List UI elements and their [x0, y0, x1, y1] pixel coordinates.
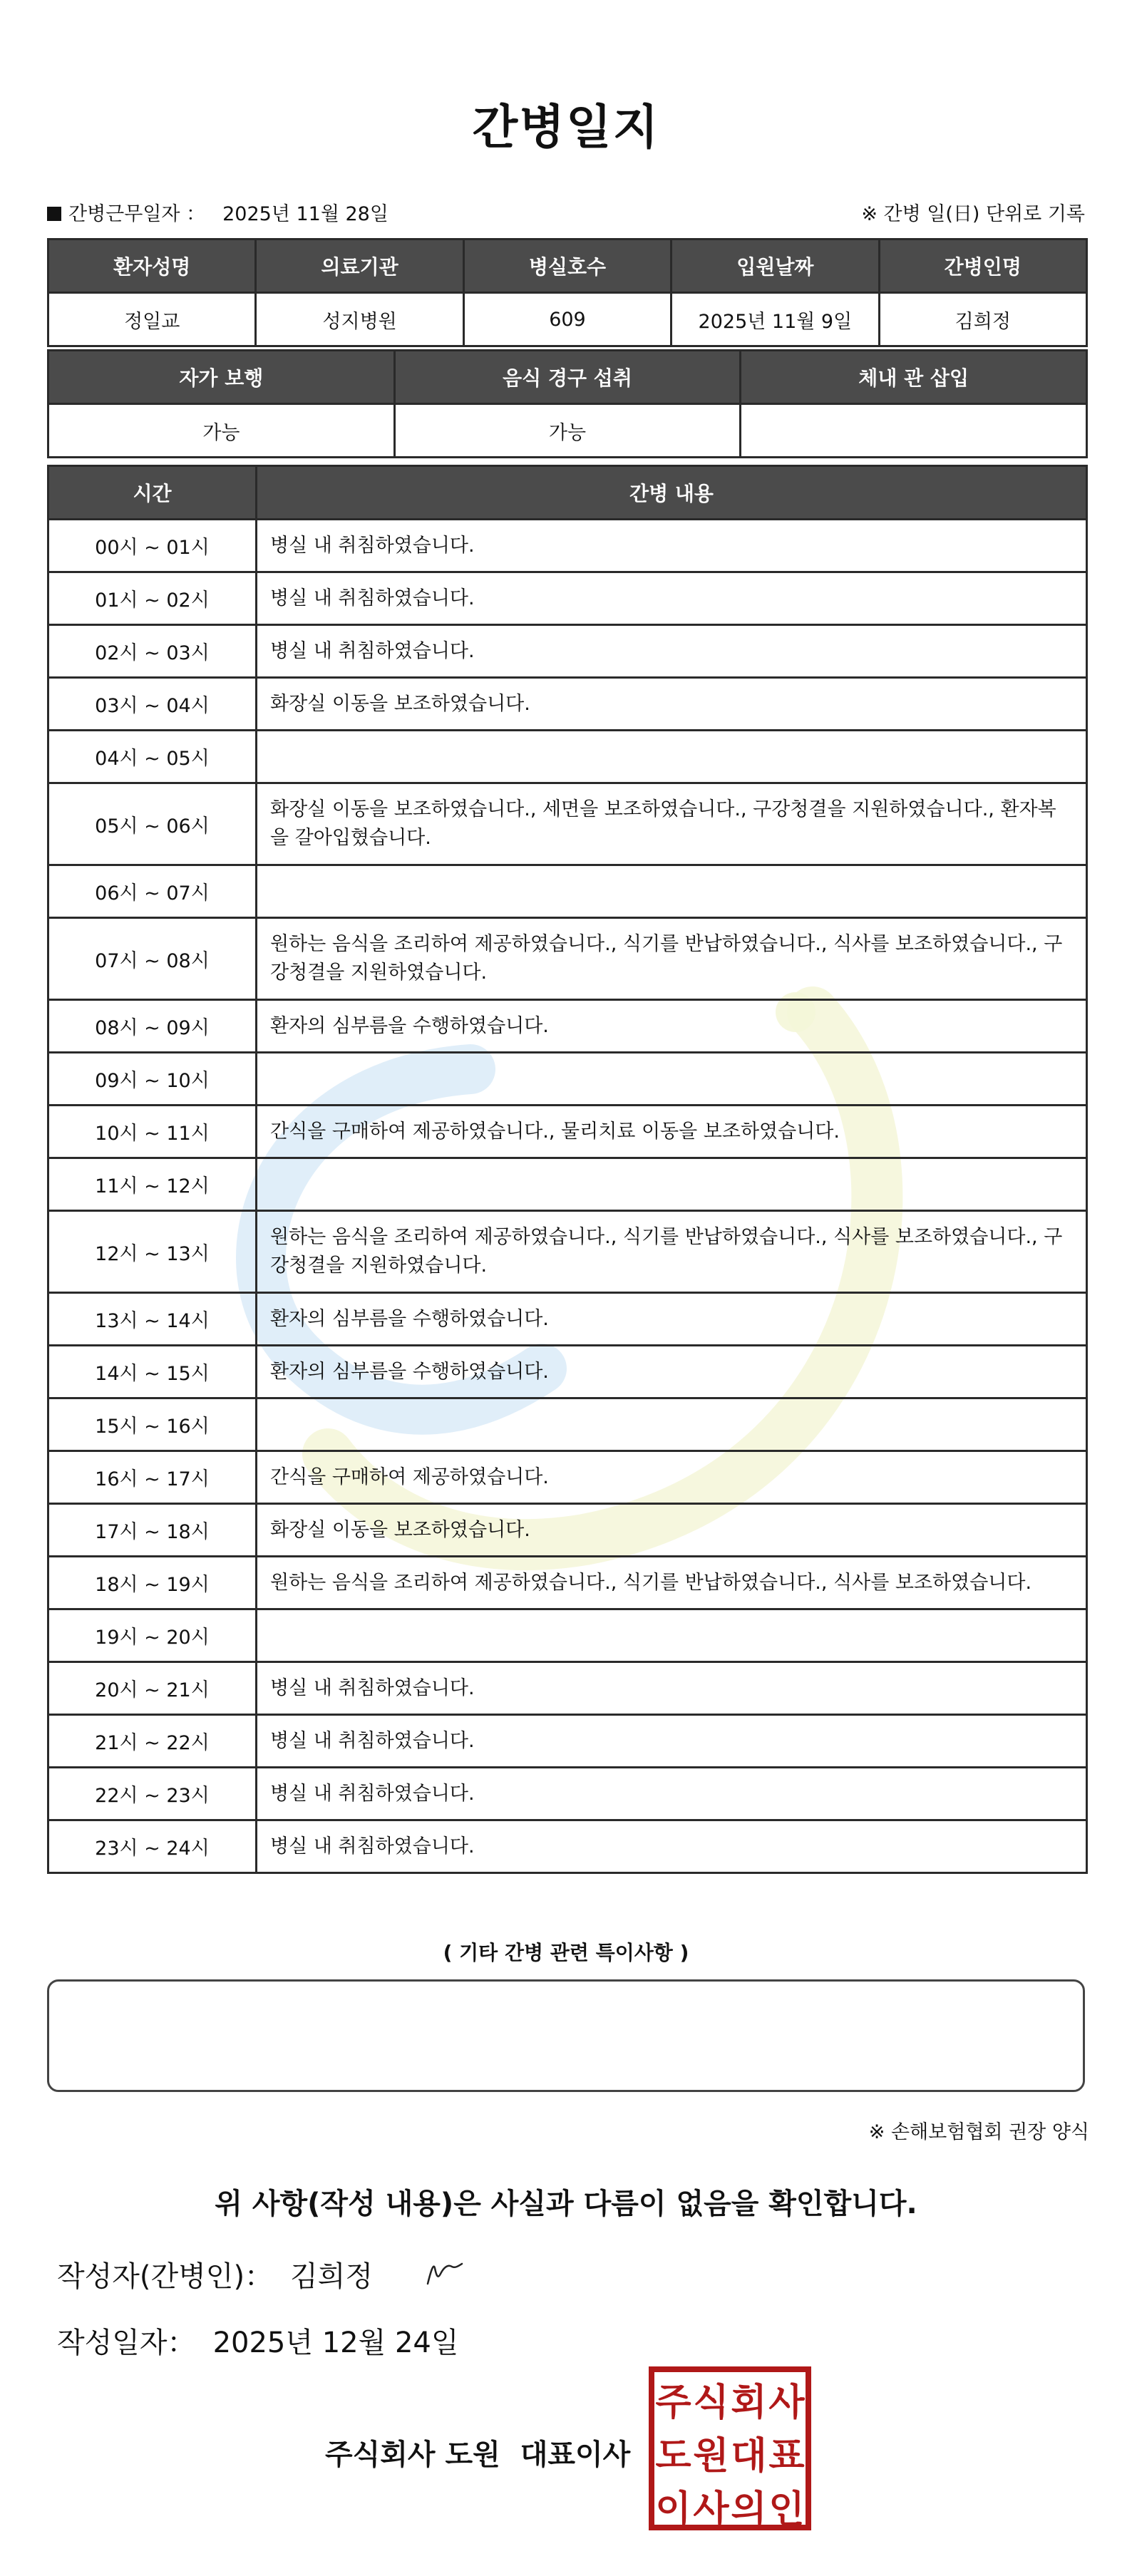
date-value: 2025년 12월 24일 [212, 2327, 459, 2359]
patient-info-table [47, 238, 1088, 347]
content-cell: 병실 내 취침하였습니다. [257, 1820, 1087, 1873]
meta-row [47, 198, 1085, 227]
seal-char: 대 [731, 2435, 767, 2478]
content-cell: 병실 내 취침하였습니다. [257, 572, 1087, 625]
time-cell: 16시 ~ 17시 [48, 1451, 257, 1504]
table-row [48, 625, 1087, 678]
hospital-name: 성지병원 [256, 293, 463, 346]
table-row [48, 918, 1087, 1000]
table-row [48, 1158, 1087, 1211]
time-cell: 17시 ~ 18시 [48, 1504, 257, 1557]
content-cell: 원하는 음식을 조리하여 제공하였습니다., 식기를 반납하였습니다., 식사를 보조하였습니다., 구강청결을 지원하였습니다. [257, 1211, 1087, 1293]
content-cell: 화장실 이동을 보조하였습니다., 세면을 보조하였습니다., 구강청결을 지원하였습니다., 환자복을 갈아입혔습니다. [257, 783, 1087, 865]
content-cell [257, 1158, 1087, 1211]
time-cell: 19시 ~ 20시 [48, 1609, 257, 1662]
seal-char: 의 [731, 2488, 767, 2531]
content-cell: 화장실 이동을 보조하였습니다. [257, 1504, 1087, 1557]
header-tube-insertion: 체내 관 삽입 [741, 351, 1087, 404]
admit-date: 2025년 11월 9일 [672, 293, 879, 346]
header-time: 시간 [48, 466, 257, 520]
table-row [48, 1557, 1087, 1609]
tube-insertion-value [741, 404, 1087, 458]
patient-name: 정일교 [48, 293, 256, 346]
table-row [48, 783, 1087, 865]
work-date [47, 198, 389, 226]
seal-char: 도 [655, 2435, 691, 2478]
representative-title: 대표이사 [520, 2438, 631, 2471]
care-log-table [47, 465, 1088, 1874]
time-cell: 10시 ~ 11시 [48, 1106, 257, 1158]
header-caregiver: 간병인명 [879, 239, 1086, 293]
table-row [48, 1609, 1087, 1662]
time-cell: 08시 ~ 09시 [48, 1000, 257, 1053]
company-name: 주식회사 도원 [325, 2438, 500, 2471]
notes-box [47, 1979, 1085, 2092]
time-cell: 11시 ~ 12시 [48, 1158, 257, 1211]
table-row [48, 678, 1087, 731]
table-row [48, 1053, 1087, 1106]
time-cell: 02시 ~ 03시 [48, 625, 257, 678]
unit-note: ※ 간병 일(日) 단위로 기록 [861, 203, 1085, 225]
time-cell: 20시 ~ 21시 [48, 1662, 257, 1715]
info-value-row [48, 293, 1087, 346]
table-row [48, 1820, 1087, 1873]
content-cell: 간식을 구매하여 제공하였습니다. [257, 1451, 1087, 1504]
content-cell [257, 1053, 1087, 1106]
time-cell: 06시 ~ 07시 [48, 865, 257, 918]
time-cell: 01시 ~ 02시 [48, 572, 257, 625]
header-hospital: 의료기관 [256, 239, 463, 293]
table-row [48, 1451, 1087, 1504]
table-row [48, 520, 1087, 572]
table-row [48, 572, 1087, 625]
header-care-content: 간병 내용 [257, 466, 1087, 520]
table-row [48, 1346, 1087, 1398]
time-cell: 04시 ~ 05시 [48, 731, 257, 783]
log-header-row [48, 466, 1087, 520]
info-header-row [48, 239, 1087, 293]
work-date-label: 간병근무일자 [68, 203, 180, 225]
time-cell: 13시 ~ 14시 [48, 1293, 257, 1346]
time-cell: 18시 ~ 19시 [48, 1557, 257, 1609]
header-self-walking: 자가 보행 [48, 351, 395, 404]
seal-char: 식 [693, 2381, 729, 2424]
square-bullet-icon [47, 207, 61, 221]
seal-char: 주 [655, 2381, 691, 2424]
content-cell: 환자의 심부름을 수행하였습니다. [257, 1293, 1087, 1346]
status-value-row [48, 404, 1087, 458]
time-cell: 15시 ~ 16시 [48, 1398, 257, 1451]
time-cell: 14시 ~ 15시 [48, 1346, 257, 1398]
table-row [48, 1398, 1087, 1451]
time-cell: 21시 ~ 22시 [48, 1715, 257, 1768]
content-cell: 병실 내 취침하였습니다. [257, 625, 1087, 678]
company-line [325, 2432, 630, 2473]
seal-char: 표 [768, 2435, 805, 2478]
writer-line [57, 2254, 373, 2294]
work-date-value: 2025년 11월 28일 [222, 203, 389, 225]
content-cell: 원하는 음식을 조리하여 제공하였습니다., 식기를 반납하였습니다., 식사를 보조하였습니다., 구강청결을 지원하였습니다. [257, 918, 1087, 1000]
time-cell: 05시 ~ 06시 [48, 783, 257, 865]
company-seal [649, 2366, 811, 2530]
table-row [48, 1000, 1087, 1053]
header-oral-intake: 음식 경구 섭취 [394, 351, 741, 404]
caregiver-name: 김희정 [879, 293, 1086, 346]
table-row [48, 731, 1087, 783]
work-date-colon: ： [186, 203, 206, 225]
page-title: 간병일지 [472, 100, 660, 155]
room-number: 609 [463, 293, 671, 346]
table-row [48, 1106, 1087, 1158]
content-cell: 병실 내 취침하였습니다. [257, 520, 1087, 572]
time-cell: 09시 ~ 10시 [48, 1053, 257, 1106]
seal-char: 사 [693, 2488, 729, 2531]
content-cell: 원하는 음식을 조리하여 제공하였습니다., 식기를 반납하였습니다., 식사를 보조하였습니다. [257, 1557, 1087, 1609]
notes-title: ( 기타 간병 관련 특이사항 ) [443, 1941, 689, 1964]
table-row [48, 1211, 1087, 1293]
date-line [57, 2320, 459, 2361]
content-cell: 화장실 이동을 보조하였습니다. [257, 678, 1087, 731]
seal-char: 이 [655, 2488, 691, 2531]
oral-intake-value: 가능 [394, 404, 741, 458]
seal-char: 회 [731, 2381, 767, 2424]
content-cell: 병실 내 취침하였습니다. [257, 1715, 1087, 1768]
self-walking-value: 가능 [48, 404, 395, 458]
header-patient-name: 환자성명 [48, 239, 256, 293]
table-row [48, 1293, 1087, 1346]
content-cell [257, 865, 1087, 918]
content-cell: 병실 내 취침하였습니다. [257, 1662, 1087, 1715]
confirmation-statement: 위 사항(작성 내용)은 사실과 다름이 없음을 확인합니다. [215, 2188, 917, 2220]
content-cell: 간식을 구매하여 제공하였습니다., 물리치료 이동을 보조하였습니다. [257, 1106, 1087, 1158]
date-label: 작성일자： [57, 2327, 196, 2359]
table-row [48, 865, 1087, 918]
content-cell: 환자의 심부름을 수행하였습니다. [257, 1346, 1087, 1398]
content-cell [257, 1609, 1087, 1662]
time-cell: 03시 ~ 04시 [48, 678, 257, 731]
time-cell: 00시 ~ 01시 [48, 520, 257, 572]
status-header-row [48, 351, 1087, 404]
writer-label: 작성자(간병인)： [57, 2260, 274, 2293]
content-cell: 병실 내 취침하였습니다. [257, 1768, 1087, 1820]
table-row [48, 1768, 1087, 1820]
form-source-note: ※ 손해보험협회 권장 양식 [868, 2121, 1089, 2143]
content-cell [257, 731, 1087, 783]
writer-name: 김희정 [290, 2260, 373, 2293]
time-cell: 23시 ~ 24시 [48, 1820, 257, 1873]
header-admit-date: 입원날짜 [672, 239, 879, 293]
table-row [48, 1715, 1087, 1768]
time-cell: 07시 ~ 08시 [48, 918, 257, 1000]
seal-char: 사 [768, 2381, 805, 2424]
time-cell: 12시 ~ 13시 [48, 1211, 257, 1293]
table-row [48, 1662, 1087, 1715]
seal-char: 인 [768, 2488, 805, 2531]
content-cell [257, 1398, 1087, 1451]
handwritten-signature [423, 2258, 466, 2287]
content-cell: 환자의 심부름을 수행하였습니다. [257, 1000, 1087, 1053]
patient-status-table [47, 349, 1088, 458]
table-row [48, 1504, 1087, 1557]
time-cell: 22시 ~ 23시 [48, 1768, 257, 1820]
header-room: 병실호수 [463, 239, 671, 293]
seal-char: 원 [693, 2435, 729, 2478]
